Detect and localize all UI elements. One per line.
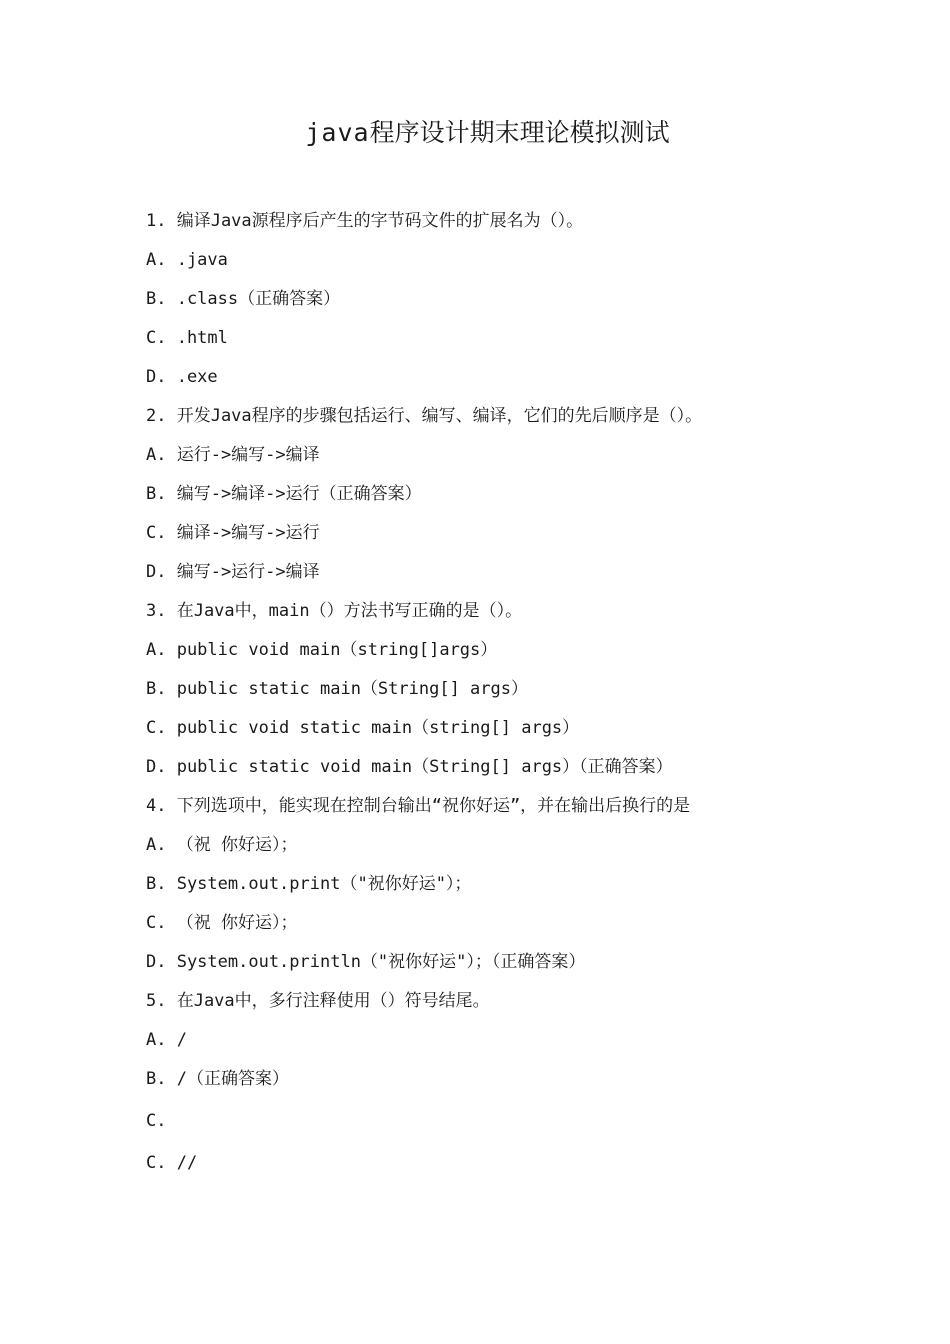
option-line: C. public void static main（string[] args） bbox=[146, 718, 580, 738]
document-title bbox=[0, 113, 950, 153]
option-line: A. .java bbox=[146, 250, 228, 270]
question-list bbox=[146, 207, 906, 1188]
option-line: A. / bbox=[146, 1030, 187, 1050]
option-line: B. System.out.print（"祝你好运"）； bbox=[146, 874, 472, 894]
question-line: 3. 在Java中，main（）方法书写正确的是（）。 bbox=[146, 601, 523, 621]
option-line: D. public static void main（String[] args）（正确答案） bbox=[146, 757, 673, 777]
option-line: D. .exe bbox=[146, 367, 218, 387]
option-line: C. bbox=[146, 1111, 167, 1131]
title-latin-part: java bbox=[305, 118, 370, 147]
option-line: C. 编译->编写->运行 bbox=[146, 523, 320, 543]
option-line: A. public void main（string[]args） bbox=[146, 640, 498, 660]
document-title-text bbox=[305, 118, 669, 147]
option-line: C. // bbox=[146, 1153, 198, 1173]
option-line: C. .html bbox=[146, 328, 228, 348]
option-line: B. public static main（String[] args） bbox=[146, 679, 528, 699]
option-line: A. 运行->编写->编译 bbox=[146, 445, 320, 465]
title-cjk-part: 程序设计期末理论模拟测试 bbox=[369, 118, 670, 147]
option-line: D. System.out.println（"祝你好运"）；（正确答案） bbox=[146, 952, 586, 972]
question-line: 1. 编译Java源程序后产生的字节码文件的扩展名为（）。 bbox=[146, 211, 584, 231]
option-line: B. /（正确答案） bbox=[146, 1069, 289, 1089]
question-line: 5. 在Java中，多行注释使用（）符号结尾。 bbox=[146, 991, 490, 1011]
question-line: 4. 下列选项中，能实现在控制台输出“祝你好运”，并在输出后换行的是 bbox=[146, 796, 691, 816]
option-line: A. （祝 你好运）； bbox=[146, 835, 298, 855]
option-line: B. 编写->编译->运行（正确答案） bbox=[146, 484, 422, 504]
option-line: C. （祝 你好运）； bbox=[146, 913, 298, 933]
option-line: B. .class（正确答案） bbox=[146, 289, 341, 309]
option-line: D. 编写->运行->编译 bbox=[146, 562, 320, 582]
question-line: 2. 开发Java程序的步骤包括运行、编写、编译，它们的先后顺序是（）。 bbox=[146, 406, 703, 426]
